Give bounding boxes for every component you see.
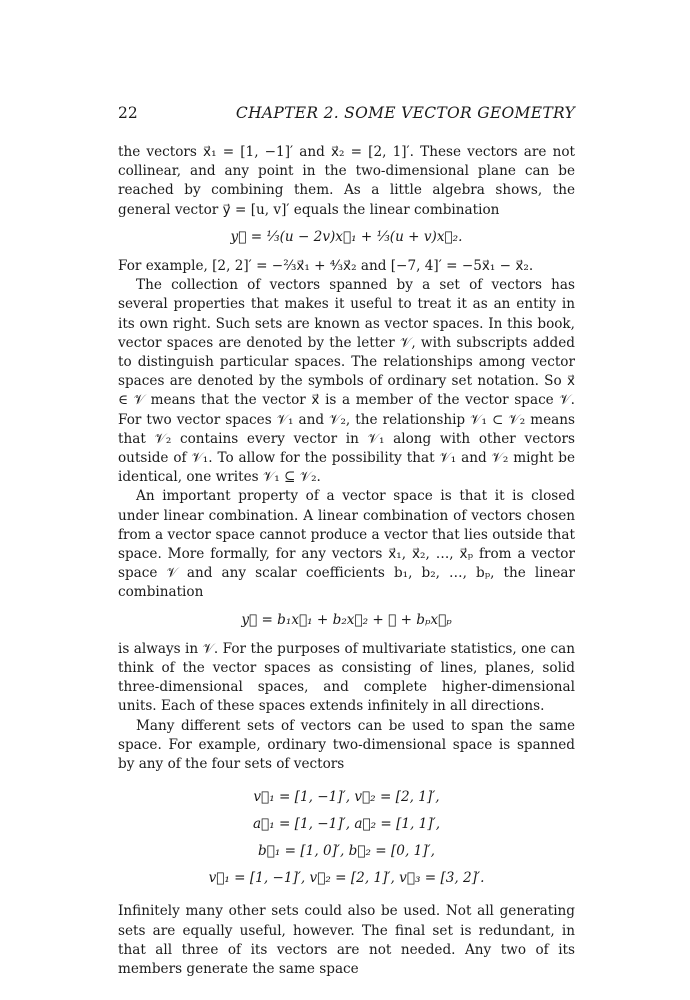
equation-set-b: b⃗₁ = [1, 0]′, b⃗₂ = [0, 1]′, [258,843,435,860]
text-body [118,143,575,979]
equation-spanning-sets [118,784,575,892]
chapter-title: CHAPTER 2. SOME VECTOR GEOMETRY [235,104,575,122]
equation-set-v: v⃗₁ = [1, −1]′, v⃗₂ = [2, 1]′, [253,789,440,806]
equation-linear-combination: y⃗ = b₁x⃗₁ + b₂x⃗₂ + ⋯ + bₚx⃗ₚ [241,611,452,628]
running-header [118,104,575,124]
paragraph-multivariate: is always in 𝒱. For the purposes of multivariate statistics, one can think of the vector spaces as consisting of lines, planes, solid three-dimensional spaces, and complete higher-dimensional units. Each of these spaces extends infinitely in all directions. [118,640,575,715]
paragraph-vector-spaces: The collection of vectors spanned by a set of vectors has several properties that makes it useful to treat it as an entity in its own right. Such sets are known as vector spaces. In this book, vector spaces are denoted by the letter 𝒱, with subscripts added to distinguish particular spaces. The relationships among vector spaces are denoted by the symbols of ordinary set notation. So x⃗ ∈ 𝒱 means that the vector x⃗ is a member of the vector space 𝒱. For two vector spaces 𝒱₁ and 𝒱₂, the relationship 𝒱₁ ⊂ 𝒱₂ means that 𝒱₂ contains every vector in 𝒱₁ along with other vectors outside of 𝒱₁. To allow for the possibility that 𝒱₁ and 𝒱₂ might be identical, one writes 𝒱₁ ⊆ 𝒱₂. [118,277,575,486]
paragraph-1: the vectors x⃗₁ = [1, −1]′ and x⃗₂ = [2, 1]′. These vectors are not collinear, and any point in the two-dimensional plane can be reached by combining them. As a little algebra shows, the general vector y⃗ = [u, v]′ equals the linear combination [118,144,575,218]
equation-set-a: a⃗₁ = [1, −1]′, a⃗₂ = [1, 1]′, [252,816,441,833]
equation-set-v3: v⃗₁ = [1, −1]′, v⃗₂ = [2, 1]′, v⃗₃ = [3, 2]′. [208,870,485,887]
page-number: 22 [118,104,138,122]
paragraph-redundant: Infinitely many other sets could also be used. Not all generating sets are equally useful, however. The final set is redundant, in that all three of its vectors are not needed. Any two of its members generate the same space [118,903,575,977]
paragraph-spanning-sets: Many different sets of vectors can be used to span the same space. For example, ordinary two-dimensional space is spanned by any of the four sets of vectors [118,717,575,773]
paragraph-example: For example, [2, 2]′ = −⅔x⃗₁ + ⁴⁄₃x⃗₂ and [−7, 4]′ = −5x⃗₁ − x⃗₂. [118,258,534,275]
equation-general-vector: y⃗ = ⅓(u − 2v)x⃗₁ + ⅓(u + v)x⃗₂. [230,228,463,245]
paragraph-closed: An important property of a vector space is that it is closed under linear combination. A linear combination of vectors chosen from a vector space cannot produce a vector that lies outside that space. More formally, for any vectors x⃗₁, x⃗₂, …, x⃗ₚ from a vector space 𝒱 and any scalar coefficients b₁, b₂, …, bₚ, the linear combination [118,488,575,601]
